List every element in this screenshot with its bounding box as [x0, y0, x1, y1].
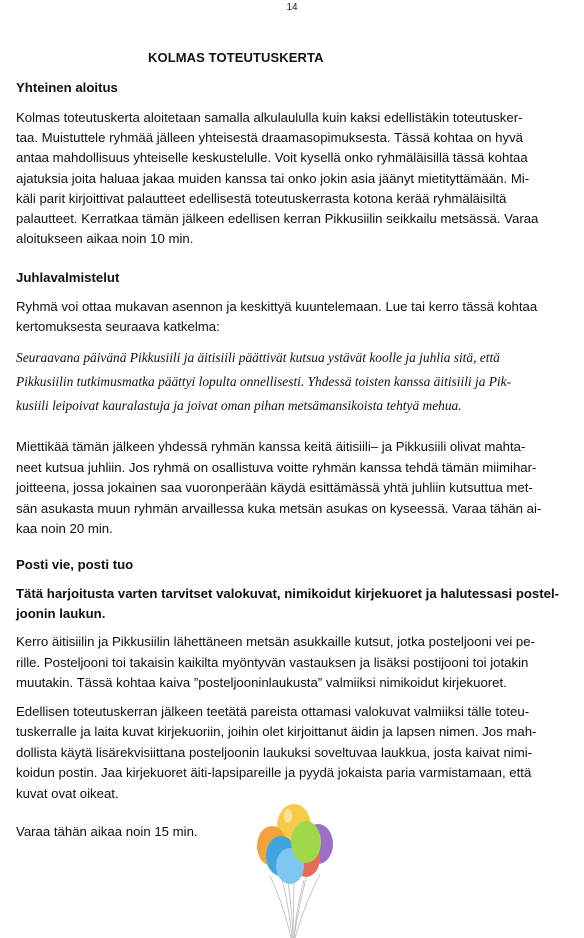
text-line: Kerro äitisiilin ja Pikkusiilin lähettäneen metsän asukkaille kutsut, jotka posteljooni vei pe- [16, 634, 535, 649]
text-line: tuskerralle ja laita kuvat kirjekuoriin, joihin olet kirjoittanut äidin ja lapsen nimen. Jos mah- [16, 724, 537, 740]
text-line: kertomuksesta seuraava katkelma: [16, 319, 220, 335]
heading-yhteinen-aloitus: Yhteinen aloitus [16, 80, 118, 95]
text-line: Kolmas toteutuskerta aloitetaan samalla alkulaululla kuin kaksi edellistäkin toteutusker- [16, 110, 523, 125]
text-line: antaa mahdollisuus yhteiselle keskustelulle. Voit kysellä onko ryhmäläisillä tässä kohtaa [16, 150, 528, 166]
text-line: koidun postin. Jaa kirjekuoret äiti-lapsipareille ja pyydä jokaista paria varmistamaan, että [16, 765, 532, 781]
balloon-group [257, 804, 333, 884]
paragraph-miimiharjoitus [16, 437, 570, 540]
materials-note [16, 584, 570, 625]
text-line: käli parit kirjoittivat palautteet edellisestä toteutuskerrasta kotona kerää ryhmäläisiltä [16, 190, 507, 206]
text-line: Tätä harjoitusta varten tarvitset valokuvat, nimikoidut kirjekuoret ja halutessasi postel- [16, 586, 560, 601]
text-line: aloitukseen aikaa noin 10 min. [16, 231, 194, 247]
text-line: palautteet. Kerratkaa tämän jälkeen edellisen kerran Pikkusiilin seikkailu metsässä. Varaa [16, 211, 539, 227]
text-line: kusiili leipoivat kauralastuja ja joivat oman pihan metsämansikoista tehtyä mehua. [16, 398, 462, 413]
text-line: Pikkusiilin tutkimusmatka päättyi lopulta onnellisesti. Yhdessä toisten kanssa äitisiili ja Pik- [16, 374, 512, 389]
story-excerpt [16, 346, 570, 418]
paragraph-juhlavalmistelut [16, 297, 570, 337]
text-line: Edellisen toteutuskerran jälkeen teetätä pareista ottamasi valokuvat valmiiksi tälle toteu- [16, 704, 530, 719]
text-line: sän asukasta muun ryhmän arvaillessa kuka metsän asukas on kyseessä. Varaa tähän ai- [16, 500, 542, 516]
text-line: Seuraavana päivänä Pikkusiili ja äitisiili päättivät kutsua ystävät koolle ja juhlia sitä, että [16, 350, 500, 365]
text-line: kuvat ovat oikeat. [16, 785, 119, 801]
balloon-green [291, 821, 321, 863]
paragraph-valokuvat [16, 702, 570, 804]
time-note: Varaa tähän aikaa noin 15 min. [16, 824, 198, 839]
text-line: muutakin. Tässä kohtaa kaiva ”posteljooninlaukusta” valmiiksi nimikoidut kirjekuoret. [16, 675, 507, 691]
section-title: KOLMAS TOTEUTUSKERTA [148, 50, 324, 65]
text-line: dollista käytä lisärekvisiittana posteljoonin laukuksi soveltuvaa laukkua, josta kaivat nimi- [16, 744, 533, 760]
paragraph-aloitus [16, 108, 570, 249]
text-line: joonin laukun. [16, 606, 106, 622]
text-line: Miettikää tämän jälkeen yhdessä ryhmän kanssa keitä äitisiili– ja Pikkusiili olivat mahta- [16, 439, 526, 454]
balloon-highlight [284, 809, 292, 823]
balloons-illustration [248, 798, 340, 938]
text-line: kaa noin 20 min. [16, 521, 113, 537]
page-number: 14 [286, 2, 298, 13]
heading-juhlavalmistelut: Juhlavalmistelut [16, 270, 120, 285]
text-line: ajatuksia joita haluaa jakaa muiden kanssa tai onko jokin asia jäänyt mietityttämään. Mi- [16, 170, 530, 186]
text-line: rille. Posteljooni toi takaisin kaikilta myöntyvän vastauksen ja lisäksi postijooni toi jotakin [16, 654, 529, 670]
heading-posti-vie: Posti vie, posti tuo [16, 557, 134, 572]
text-line: neet kutsua juhliin. Jos ryhmä on osallistuva voitte ryhmän kanssa tehdä tämän miimihar- [16, 459, 537, 475]
text-line: taa. Muistuttele ryhmää jälleen yhteisestä draamasopimuksesta. Tässä kohtaa on hyvä [16, 130, 524, 146]
text-line: Ryhmä voi ottaa mukavan asennon ja keskittyä kuuntelemaan. Lue tai kerro tässä kohtaa [16, 299, 538, 314]
paragraph-posteljooni [16, 632, 570, 694]
text-line: joitteena, jossa jokainen saa vuoronperään käydä esittämässä yhtä juhliin kutsuttua met- [16, 480, 533, 496]
